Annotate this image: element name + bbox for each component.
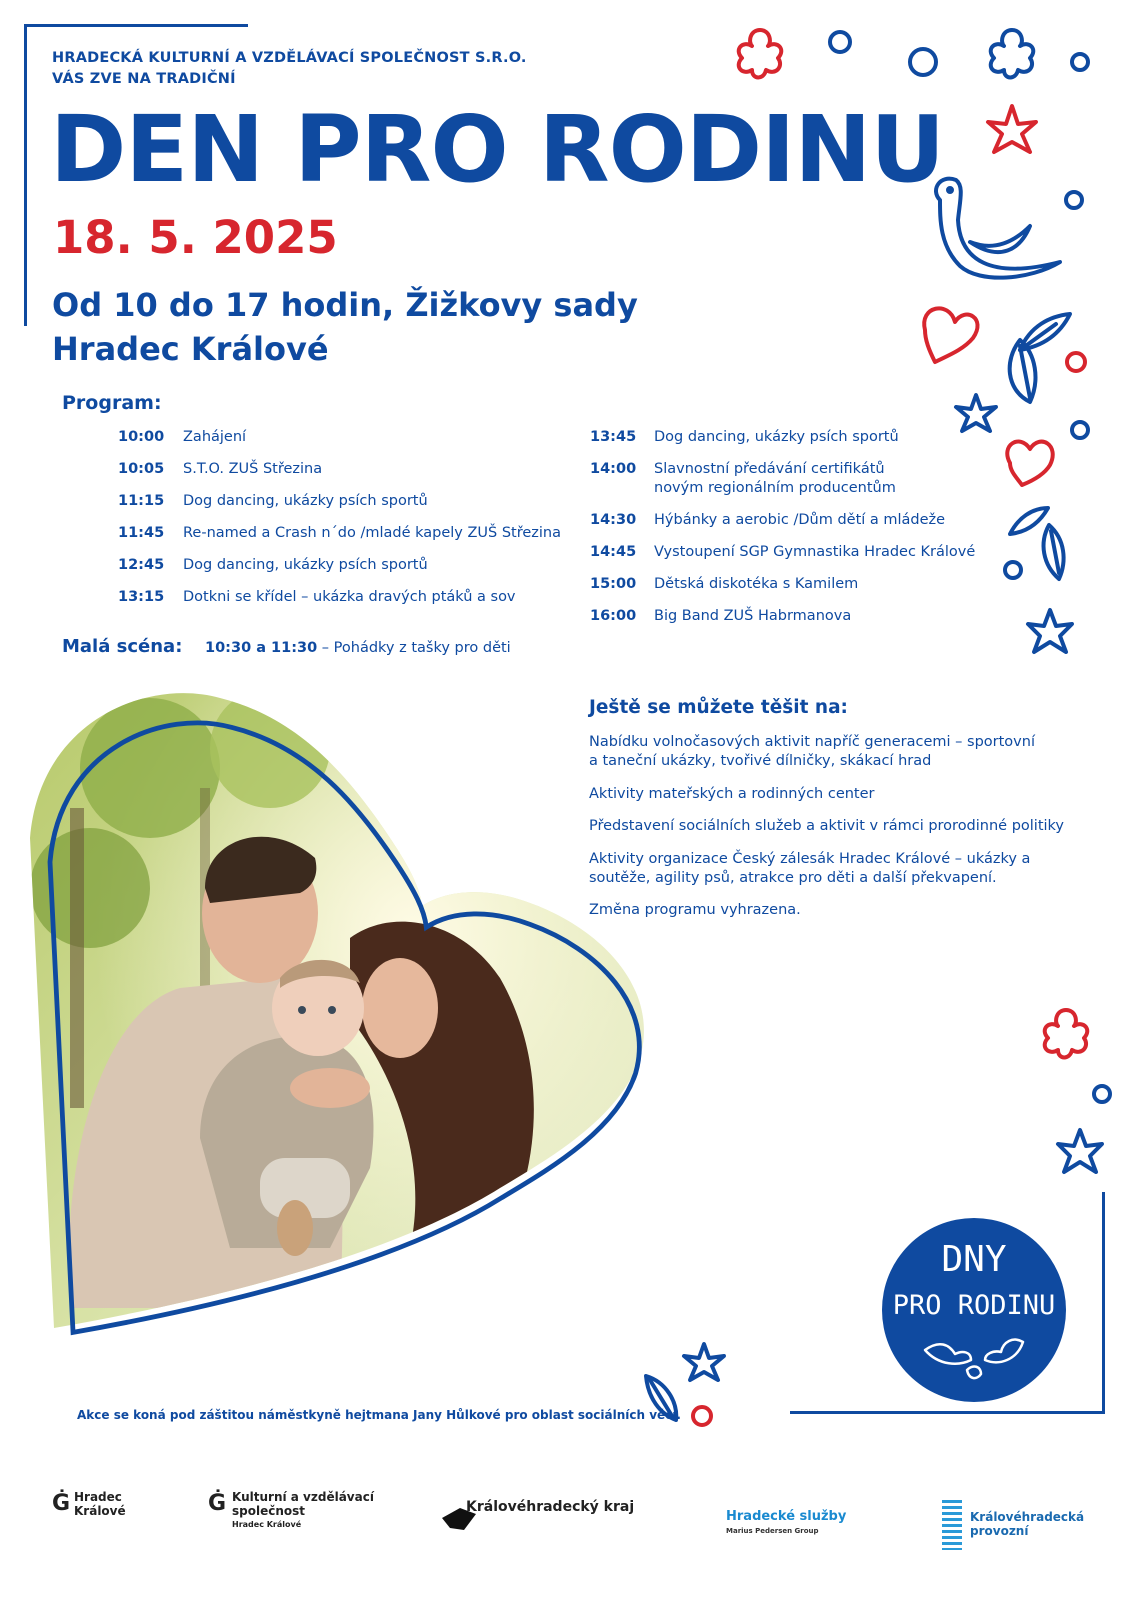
program-event: Zahájení (183, 429, 247, 445)
more-item: Změna programu vyhrazena. (589, 902, 801, 918)
small-stage-event: – Pohádky z tašky pro děti (317, 640, 511, 656)
star-flower-icon (988, 106, 1036, 152)
circle-icon (1094, 1086, 1110, 1102)
circle-icon (693, 1407, 711, 1425)
small-stage-text (205, 640, 511, 656)
program-time: 11:45 (118, 525, 165, 541)
program-event-line-2: novým regionálním producentům (654, 480, 896, 496)
sponsor-label: společnost (232, 1504, 306, 1518)
flower-icon (991, 30, 1034, 78)
flower-icon (1045, 1010, 1088, 1058)
program-time: 14:45 (590, 544, 637, 560)
city-crest-icon: Ġ (208, 1491, 227, 1516)
program-time: 11:15 (118, 493, 165, 509)
program-left-column (118, 428, 588, 618)
program-event: Dětská diskotéka s Kamilem (654, 576, 859, 592)
program-time: 15:00 (590, 576, 637, 592)
circle-icon (830, 32, 850, 52)
circle-icon (1005, 562, 1021, 578)
sponsor-label: Marius Pedersen Group (726, 1527, 819, 1535)
sponsor-label: Kulturní a vzdělávací (232, 1490, 374, 1504)
event-date: 18. 5. 2025 (53, 211, 338, 264)
frame-line-bottom (790, 1411, 1105, 1414)
circle-icon (1066, 192, 1082, 208)
circle-icon (1067, 353, 1085, 371)
birds-icon (919, 1330, 1029, 1384)
leaf-icon (1044, 525, 1064, 579)
sponsor-label: Hradec Králové (232, 1520, 302, 1529)
sponsor-hradecke-sluzby[interactable] (726, 1510, 866, 1538)
family-photo (30, 688, 670, 1400)
sponsor-label: Hradec (74, 1490, 122, 1504)
frame-line-left (24, 24, 27, 326)
program-time: 13:15 (118, 589, 165, 605)
more-item: Aktivity mateřských a rodinných center (589, 786, 875, 802)
program-event: Vystoupení SGP Gymnastika Hradec Králové (654, 544, 976, 560)
circle-icon (1072, 54, 1088, 70)
heart-icon (1007, 442, 1052, 485)
city-crest-icon: Ġ (52, 1491, 71, 1516)
star-flower-icon (956, 395, 996, 431)
circle-icon (1072, 422, 1088, 438)
program-time: 10:00 (118, 429, 165, 445)
more-item: Aktivity organizace Český zálesák Hradec Králové – ukázky a soutěže, agility psů, atrakce pro děti a další překvapení. (589, 851, 1031, 886)
program-time: 14:00 (590, 461, 637, 477)
flower-icon (739, 30, 782, 78)
frame-line-top (24, 24, 248, 27)
logo-line-2: PRO RODINU (892, 1290, 1056, 1321)
program-time: 14:30 (590, 512, 637, 528)
time-place-line: Od 10 do 17 hodin, Žižkovy sady (52, 286, 638, 324)
leaf-icon (1010, 508, 1048, 534)
program-event: Re-named a Crash n´do /mladé kapely ZUŠ Střezina (183, 525, 562, 541)
organizer-text (52, 48, 527, 90)
program-event: Slavnostní předávání certifikátů (654, 461, 885, 477)
star-flower-icon (1028, 610, 1072, 652)
program-event: Dotkni se křídel – ukázka dravých ptáků a sov (183, 589, 516, 605)
program-event: Dog dancing, ukázky psích sportů (183, 493, 428, 509)
frame-line-right (1102, 1192, 1105, 1414)
sponsor-label: Hradecké služby (726, 1509, 847, 1524)
page-title: DEN PRO RODINU (50, 96, 945, 203)
star-flower-icon (684, 1344, 724, 1380)
star-flower-icon (1058, 1130, 1102, 1172)
dny-pro-rodinu-logo (882, 1218, 1066, 1402)
circle-icon (910, 49, 936, 75)
program-event: S.T.O. ZUŠ Střezina (183, 461, 323, 477)
small-stage-heading: Malá scéna: (62, 636, 183, 657)
sponsor-label: provozní (970, 1524, 1029, 1538)
sponsor-label: Královéhradecký kraj (466, 1499, 635, 1515)
event-time-place (52, 283, 638, 371)
program-time: 10:05 (118, 461, 165, 477)
more-item: Nabídku volnočasových aktivit napříč generacemi – sportovní a taneční ukázky, tvořivé dílničky, skákací hrad (589, 734, 1035, 769)
patronage-note: Akce se koná pod záštitou náměstkyně hejtmana Jany Hůlkové pro oblast sociálních věcí. (77, 1408, 681, 1422)
heart-icon (924, 308, 977, 362)
more-item: Představení sociálních služeb a aktivit v rámci prorodinné politiky (589, 818, 1065, 834)
program-time: 16:00 (590, 608, 637, 624)
program-time: 13:45 (590, 429, 637, 445)
small-stage-times: 10:30 a 11:30 (205, 640, 318, 656)
leaf-icon (1020, 314, 1070, 350)
decorations-top (720, 20, 1120, 680)
city-line: Hradec Králové (52, 330, 329, 368)
program-heading: Program: (62, 392, 162, 414)
sponsor-label: Královéhradecká (970, 1510, 1085, 1524)
logo-line-1: DNY (941, 1239, 1007, 1280)
decorations-right (1020, 990, 1120, 1190)
sponsor-label: Králové (74, 1504, 126, 1518)
organizer-line-1: HRADECKÁ KULTURNÍ A VZDĚLÁVACÍ SPOLEČNOST S.R.O. (52, 50, 527, 66)
program-time: 12:45 (118, 557, 165, 573)
program-event: Dog dancing, ukázky psích sportů (654, 429, 899, 445)
stripes-logo-icon (942, 1500, 962, 1550)
program-event: Dog dancing, ukázky psích sportů (183, 557, 428, 573)
program-event: Big Band ZUŠ Habrmanova (654, 608, 852, 624)
program-event: Hýbánky a aerobic /Dům dětí a mládeže (654, 512, 946, 528)
organizer-line-2: VÁS ZVE NA TRADIČNÍ (52, 71, 236, 87)
more-heading: Ještě se můžete těšit na: (589, 697, 848, 718)
bird-icon (936, 179, 1060, 278)
